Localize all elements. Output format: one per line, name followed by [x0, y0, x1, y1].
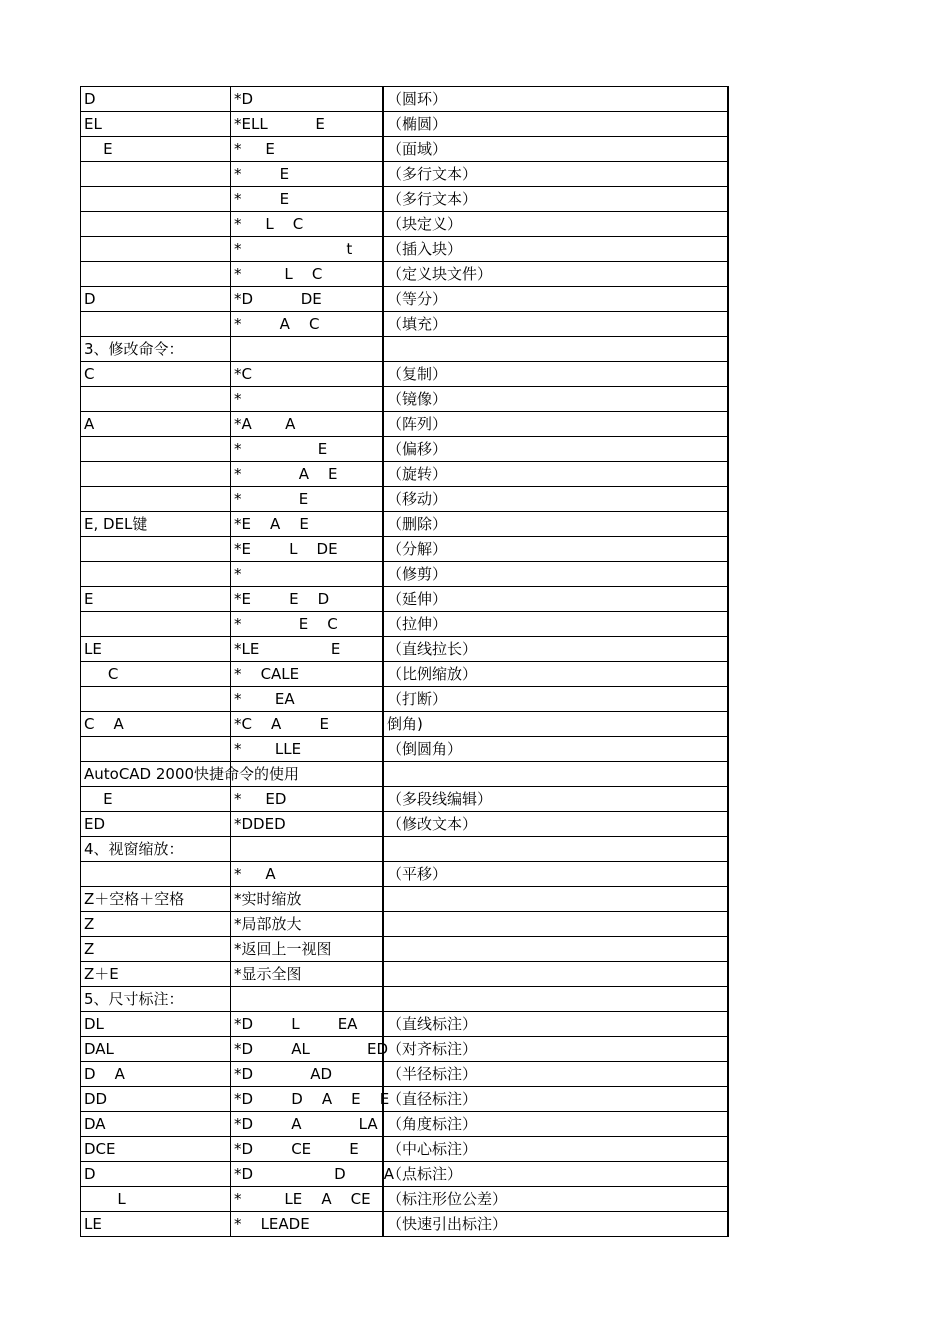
table-row	[81, 187, 729, 212]
table-row	[81, 1087, 729, 1112]
command-cell[interactable]: * A	[231, 862, 384, 886]
description-cell[interactable]: （修改文本）	[384, 812, 729, 836]
command-cell[interactable]	[231, 987, 384, 1011]
table-row	[81, 1112, 729, 1137]
shortcut-cell[interactable]	[81, 312, 231, 336]
description-cell[interactable]: （等分）	[384, 287, 729, 311]
shortcut-cell[interactable]	[81, 612, 231, 636]
description-cell[interactable]: （多行文本）	[384, 187, 729, 211]
command-cell[interactable]	[231, 837, 384, 861]
command-cell[interactable]: * L C	[231, 262, 384, 286]
description-cell[interactable]: （角度标注）	[384, 1112, 729, 1136]
shortcut-cell[interactable]: Z	[81, 912, 231, 936]
table-row	[81, 462, 729, 487]
shortcut-cell[interactable]: Z＋E	[81, 962, 231, 986]
shortcut-cell[interactable]: 5、尺寸标注：	[81, 987, 231, 1011]
shortcut-cell[interactable]: Z＋空格＋空格	[81, 887, 231, 911]
table-row	[81, 562, 729, 587]
description-cell[interactable]: （面域）	[384, 137, 729, 161]
section-header-row	[81, 837, 729, 862]
table-row	[81, 287, 729, 312]
command-cell[interactable]: *ELL E	[231, 112, 384, 136]
description-cell[interactable]: （移动）	[384, 487, 729, 511]
description-cell[interactable]: （标注形位公差）	[384, 1187, 729, 1211]
description-cell[interactable]: 倒角)	[384, 712, 729, 736]
description-cell[interactable]	[384, 837, 729, 861]
shortcut-cell[interactable]: DAL	[81, 1037, 231, 1061]
shortcut-cell[interactable]: D	[81, 287, 231, 311]
shortcut-cell[interactable]: E	[81, 137, 231, 161]
shortcut-cell[interactable]: DCE	[81, 1137, 231, 1161]
command-cell[interactable]: *DDED	[231, 812, 384, 836]
command-cell[interactable]: * CALE	[231, 662, 384, 686]
description-cell[interactable]: （填充）	[384, 312, 729, 336]
description-cell[interactable]: （平移）	[384, 862, 729, 886]
shortcut-cell[interactable]	[81, 162, 231, 186]
shortcut-cell[interactable]	[81, 462, 231, 486]
description-cell[interactable]: （直线拉长）	[384, 637, 729, 661]
command-cell[interactable]: *D A LA	[231, 1112, 384, 1136]
description-cell[interactable]: （直径标注）	[384, 1087, 729, 1111]
table-row	[81, 487, 729, 512]
command-cell[interactable]: * E	[231, 187, 384, 211]
table-row	[81, 387, 729, 412]
table-row	[81, 887, 729, 912]
shortcut-cell[interactable]: C A	[81, 712, 231, 736]
command-cell[interactable]: *D L EA	[231, 1012, 384, 1036]
shortcut-cell[interactable]: 3、修改命令：	[81, 337, 231, 361]
command-cell[interactable]: *C A E	[231, 712, 384, 736]
table-row	[81, 1012, 729, 1037]
table-row	[81, 537, 729, 562]
description-cell[interactable]	[384, 937, 729, 961]
command-cell[interactable]: *显示全图	[231, 962, 384, 986]
description-cell[interactable]: （删除）	[384, 512, 729, 536]
shortcut-cell[interactable]: C	[81, 662, 231, 686]
command-cell[interactable]: *D DE	[231, 287, 384, 311]
shortcut-cell[interactable]	[81, 262, 231, 286]
table-row	[81, 912, 729, 937]
shortcut-cell[interactable]: E	[81, 787, 231, 811]
command-cell[interactable]: *D AL ED	[231, 1037, 384, 1061]
command-cell[interactable]: * LLE	[231, 737, 384, 761]
shortcut-cell[interactable]	[81, 387, 231, 411]
spreadsheet-table	[80, 86, 729, 1237]
shortcut-cell[interactable]	[81, 862, 231, 886]
table-row	[81, 1062, 729, 1087]
shortcut-cell[interactable]: DD	[81, 1087, 231, 1111]
command-cell[interactable]: * E C	[231, 612, 384, 636]
description-cell[interactable]: （定义块文件）	[384, 262, 729, 286]
description-cell[interactable]: （多段线编辑）	[384, 787, 729, 811]
description-cell[interactable]: （圆环）	[384, 87, 729, 111]
command-cell[interactable]: *实时缩放	[231, 887, 384, 911]
description-cell[interactable]: （点标注）	[384, 1162, 729, 1186]
shortcut-cell[interactable]: Z	[81, 937, 231, 961]
table-row	[81, 662, 729, 687]
command-cell[interactable]: *	[231, 387, 384, 411]
description-cell[interactable]: （插入块）	[384, 237, 729, 261]
command-cell[interactable]: *	[231, 562, 384, 586]
table-row	[81, 237, 729, 262]
command-cell[interactable]: *E A E	[231, 512, 384, 536]
command-cell[interactable]: *D D A	[231, 1162, 384, 1186]
table-row	[81, 112, 729, 137]
command-cell[interactable]: * t	[231, 237, 384, 261]
command-cell[interactable]: * LEADE	[231, 1212, 384, 1236]
table-row	[81, 1137, 729, 1162]
table-row	[81, 412, 729, 437]
section-header-row	[81, 987, 729, 1012]
description-cell[interactable]: （旋转）	[384, 462, 729, 486]
table-row	[81, 212, 729, 237]
description-cell[interactable]: （分解）	[384, 537, 729, 561]
table-row	[81, 362, 729, 387]
shortcut-cell[interactable]: E	[81, 587, 231, 611]
command-cell[interactable]: * A E	[231, 462, 384, 486]
description-cell[interactable]	[384, 337, 729, 361]
description-cell[interactable]: （打断）	[384, 687, 729, 711]
command-cell[interactable]: * L C	[231, 212, 384, 236]
description-cell[interactable]: （比例缩放）	[384, 662, 729, 686]
description-cell[interactable]: （倒圆角）	[384, 737, 729, 761]
table-row	[81, 1187, 729, 1212]
command-cell[interactable]: *D CE E	[231, 1137, 384, 1161]
description-cell[interactable]	[384, 987, 729, 1011]
command-cell[interactable]: *D D A E E	[231, 1087, 384, 1111]
section-header-row	[81, 762, 729, 787]
description-cell[interactable]: （偏移）	[384, 437, 729, 461]
command-cell[interactable]: * ED	[231, 787, 384, 811]
description-cell[interactable]: （复制）	[384, 362, 729, 386]
shortcut-cell[interactable]	[81, 537, 231, 561]
table-row	[81, 1212, 729, 1237]
shortcut-cell[interactable]	[81, 437, 231, 461]
command-cell[interactable]: * E	[231, 487, 384, 511]
shortcut-cell[interactable]: LE	[81, 1212, 231, 1236]
command-cell[interactable]: *A A	[231, 412, 384, 436]
table-row	[81, 1162, 729, 1187]
table-row	[81, 512, 729, 537]
command-cell[interactable]: * E	[231, 162, 384, 186]
shortcut-cell[interactable]	[81, 562, 231, 586]
description-cell[interactable]	[384, 912, 729, 936]
shortcut-cell[interactable]: 4、视窗缩放：	[81, 837, 231, 861]
shortcut-cell[interactable]: A	[81, 412, 231, 436]
table-row	[81, 862, 729, 887]
shortcut-cell[interactable]: D	[81, 87, 231, 111]
command-cell[interactable]: *D AD	[231, 1062, 384, 1086]
shortcut-cell[interactable]: ED	[81, 812, 231, 836]
command-cell[interactable]: *E E D	[231, 587, 384, 611]
command-cell[interactable]: *返回上一视图	[231, 937, 384, 961]
description-cell[interactable]: （直线标注）	[384, 1012, 729, 1036]
command-cell[interactable]: *C	[231, 362, 384, 386]
shortcut-cell[interactable]: LE	[81, 637, 231, 661]
description-cell[interactable]: （块定义）	[384, 212, 729, 236]
table-row	[81, 87, 729, 112]
command-cell[interactable]: * LE A CE	[231, 1187, 384, 1211]
table-row	[81, 612, 729, 637]
table-row	[81, 812, 729, 837]
table-row	[81, 962, 729, 987]
description-cell[interactable]: （拉伸）	[384, 612, 729, 636]
shortcut-cell[interactable]	[81, 212, 231, 236]
table-row	[81, 737, 729, 762]
table-row	[81, 437, 729, 462]
table-row	[81, 587, 729, 612]
description-cell[interactable]	[384, 887, 729, 911]
shortcut-cell[interactable]: AutoCAD 2000快捷命令的使用	[81, 762, 231, 786]
table-row	[81, 937, 729, 962]
command-cell[interactable]: * EA	[231, 687, 384, 711]
shortcut-cell[interactable]	[81, 687, 231, 711]
description-cell[interactable]	[384, 962, 729, 986]
shortcut-cell[interactable]: DL	[81, 1012, 231, 1036]
table-row	[81, 137, 729, 162]
table-row	[81, 787, 729, 812]
description-cell[interactable]: （中心标注）	[384, 1137, 729, 1161]
description-cell[interactable]: （椭圆）	[384, 112, 729, 136]
description-cell[interactable]: （半径标注）	[384, 1062, 729, 1086]
description-cell[interactable]	[384, 762, 729, 786]
table-row	[81, 162, 729, 187]
description-cell[interactable]: （对齐标注）	[384, 1037, 729, 1061]
table-row	[81, 1037, 729, 1062]
shortcut-cell[interactable]	[81, 737, 231, 761]
shortcut-cell[interactable]	[81, 237, 231, 261]
command-cell[interactable]: *局部放大	[231, 912, 384, 936]
section-header-row	[81, 337, 729, 362]
description-cell[interactable]: （阵列）	[384, 412, 729, 436]
shortcut-cell[interactable]	[81, 487, 231, 511]
shortcut-cell[interactable]: D A	[81, 1062, 231, 1086]
shortcut-cell[interactable]: L	[81, 1187, 231, 1211]
table-row	[81, 687, 729, 712]
description-cell[interactable]: （快速引出标注）	[384, 1212, 729, 1236]
table-row	[81, 712, 729, 737]
table-row	[81, 312, 729, 337]
description-cell[interactable]: （修剪）	[384, 562, 729, 586]
shortcut-cell[interactable]: EL	[81, 112, 231, 136]
shortcut-cell[interactable]: E, DEL键	[81, 512, 231, 536]
command-cell[interactable]: * E	[231, 437, 384, 461]
command-cell[interactable]: * A C	[231, 312, 384, 336]
shortcut-cell[interactable]: D	[81, 1162, 231, 1186]
description-cell[interactable]: （多行文本）	[384, 162, 729, 186]
shortcut-cell[interactable]	[81, 187, 231, 211]
command-cell[interactable]: * E	[231, 137, 384, 161]
command-cell[interactable]: *LE E	[231, 637, 384, 661]
shortcut-cell[interactable]: DA	[81, 1112, 231, 1136]
description-cell[interactable]: （延伸）	[384, 587, 729, 611]
command-cell[interactable]	[231, 337, 384, 361]
command-cell[interactable]: *D	[231, 87, 384, 111]
command-cell[interactable]: *E L DE	[231, 537, 384, 561]
table-row	[81, 262, 729, 287]
description-cell[interactable]: （镜像）	[384, 387, 729, 411]
table-row	[81, 637, 729, 662]
shortcut-cell[interactable]: C	[81, 362, 231, 386]
